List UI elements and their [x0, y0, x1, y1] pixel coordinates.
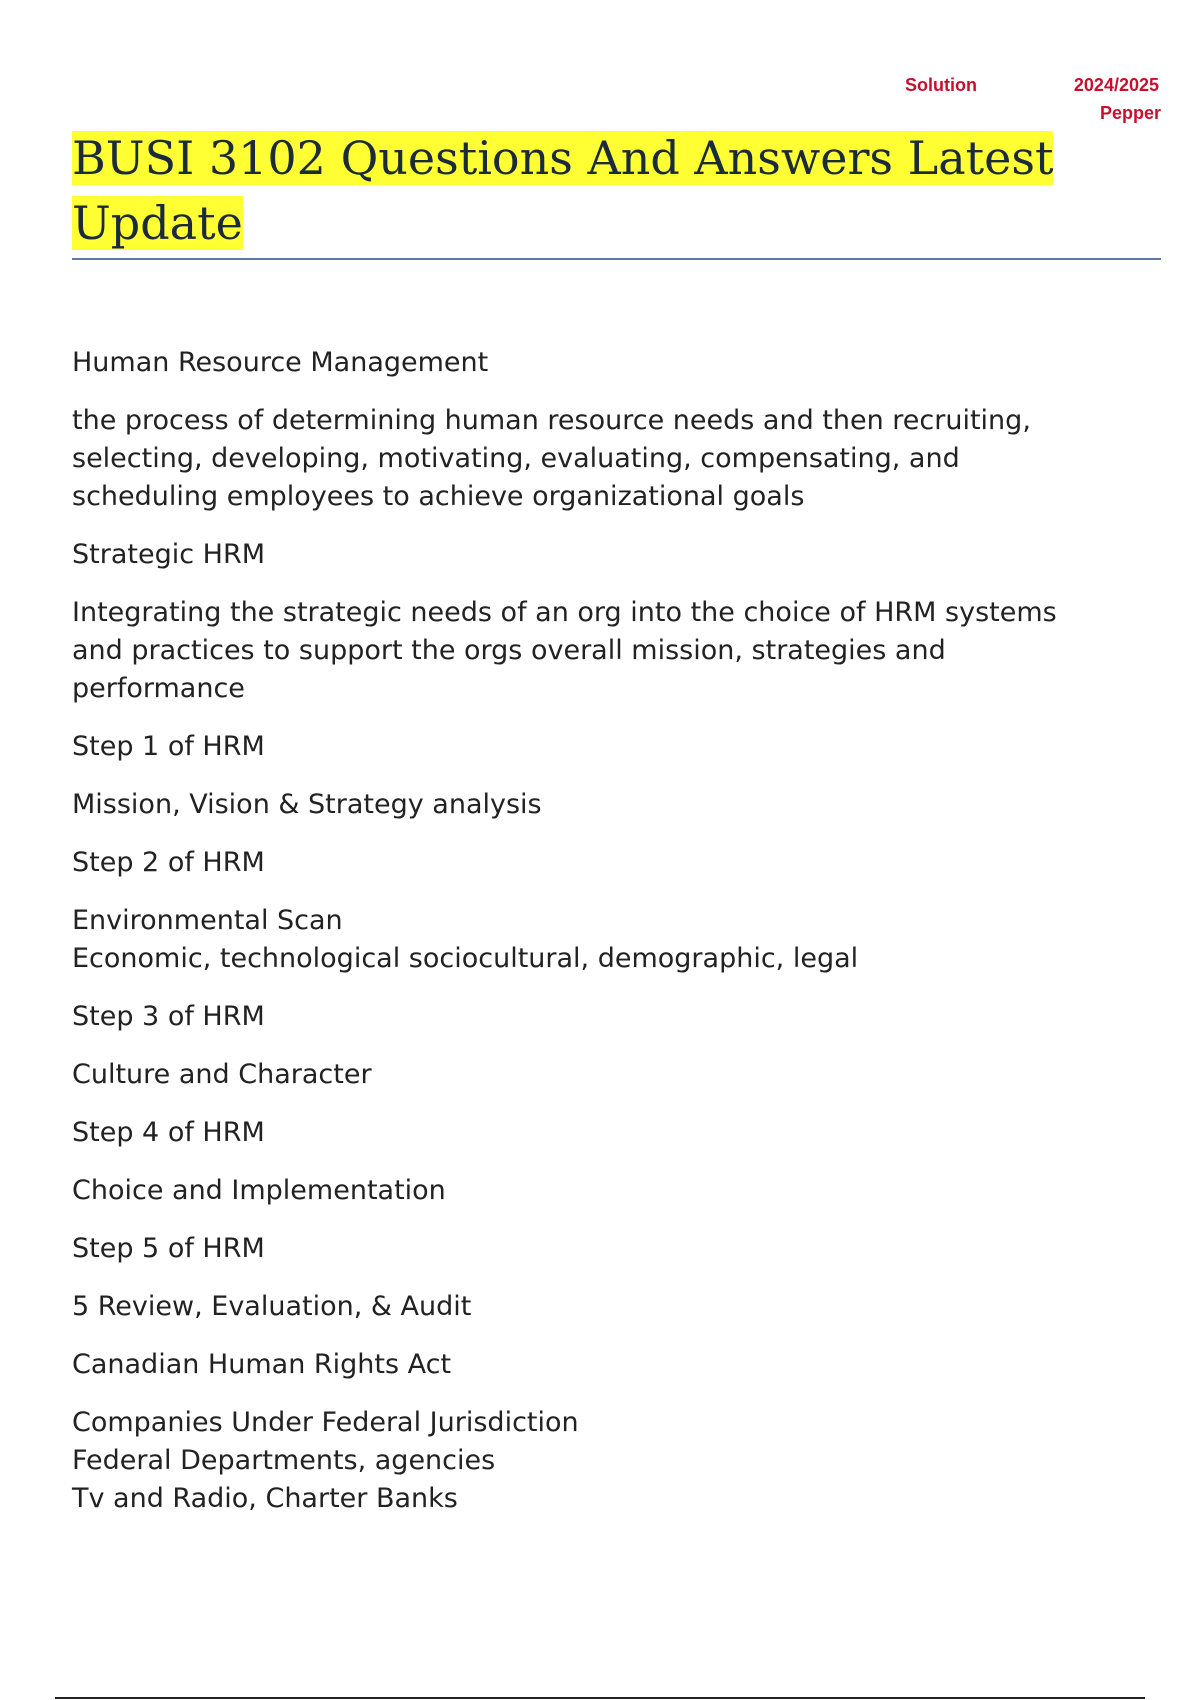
content-line: Tv and Radio, Charter Banks — [72, 1483, 458, 1514]
content-line: Step 1 of HRM — [72, 731, 265, 762]
content-line: Federal Departments, agencies — [72, 1445, 496, 1476]
content-line: Canadian Human Rights Act — [72, 1349, 452, 1380]
content-line: 5 Review, Evaluation, & Audit — [72, 1291, 472, 1322]
content-line: Mission, Vision & Strategy analysis — [72, 789, 542, 820]
author-name: Pepper — [1099, 103, 1161, 123]
content-line: Step 2 of HRM — [72, 847, 265, 878]
content-paragraph — [72, 1346, 1162, 1384]
content-paragraph — [72, 1114, 1162, 1152]
content-paragraph — [72, 786, 1162, 824]
content-paragraph — [72, 1404, 1162, 1518]
document-title-text: BUSI 3102 Questions And Answers Latest Update — [72, 131, 1054, 250]
content-line: Strategic HRM — [72, 539, 265, 570]
content-paragraph — [72, 844, 1162, 882]
content-line: Step 4 of HRM — [72, 1117, 265, 1148]
content-line: Step 5 of HRM — [72, 1233, 265, 1264]
content-paragraph — [72, 1172, 1162, 1210]
content-line: Environmental Scan — [72, 905, 343, 936]
content-paragraph — [72, 998, 1162, 1036]
document-body — [72, 344, 1162, 1538]
title-divider — [72, 258, 1161, 260]
content-line: and practices to support the orgs overall mission, strategies and — [72, 635, 946, 666]
content-line: selecting, developing, motivating, evaluating, compensating, and — [72, 443, 960, 474]
academic-year: 2024/2025 — [1073, 75, 1159, 95]
content-line: scheduling employees to achieve organizational goals — [72, 481, 805, 512]
content-paragraph — [72, 344, 1162, 382]
content-line: the process of determining human resource needs and then recruiting, — [72, 405, 1031, 436]
document-header-meta — [905, 72, 1161, 132]
content-line: Economic, technological sociocultural, demographic, legal — [72, 943, 859, 974]
content-line: Step 3 of HRM — [72, 1001, 265, 1032]
content-paragraph — [72, 1230, 1162, 1268]
content-paragraph — [72, 536, 1162, 574]
document-title — [72, 126, 1072, 256]
content-line: Companies Under Federal Jurisdiction — [72, 1407, 579, 1438]
content-paragraph — [72, 402, 1162, 516]
solution-label: Solution — [905, 75, 977, 95]
content-paragraph — [72, 1056, 1162, 1094]
content-line: Integrating the strategic needs of an org into the choice of HRM systems — [72, 597, 1057, 628]
content-line: Culture and Character — [72, 1059, 372, 1090]
footer-divider — [55, 1697, 1145, 1699]
content-paragraph — [72, 1288, 1162, 1326]
content-paragraph — [72, 902, 1162, 978]
content-line: Choice and Implementation — [72, 1175, 446, 1206]
content-line: performance — [72, 673, 245, 704]
content-line: Human Resource Management — [72, 347, 489, 378]
content-paragraph — [72, 728, 1162, 766]
content-paragraph — [72, 594, 1162, 708]
